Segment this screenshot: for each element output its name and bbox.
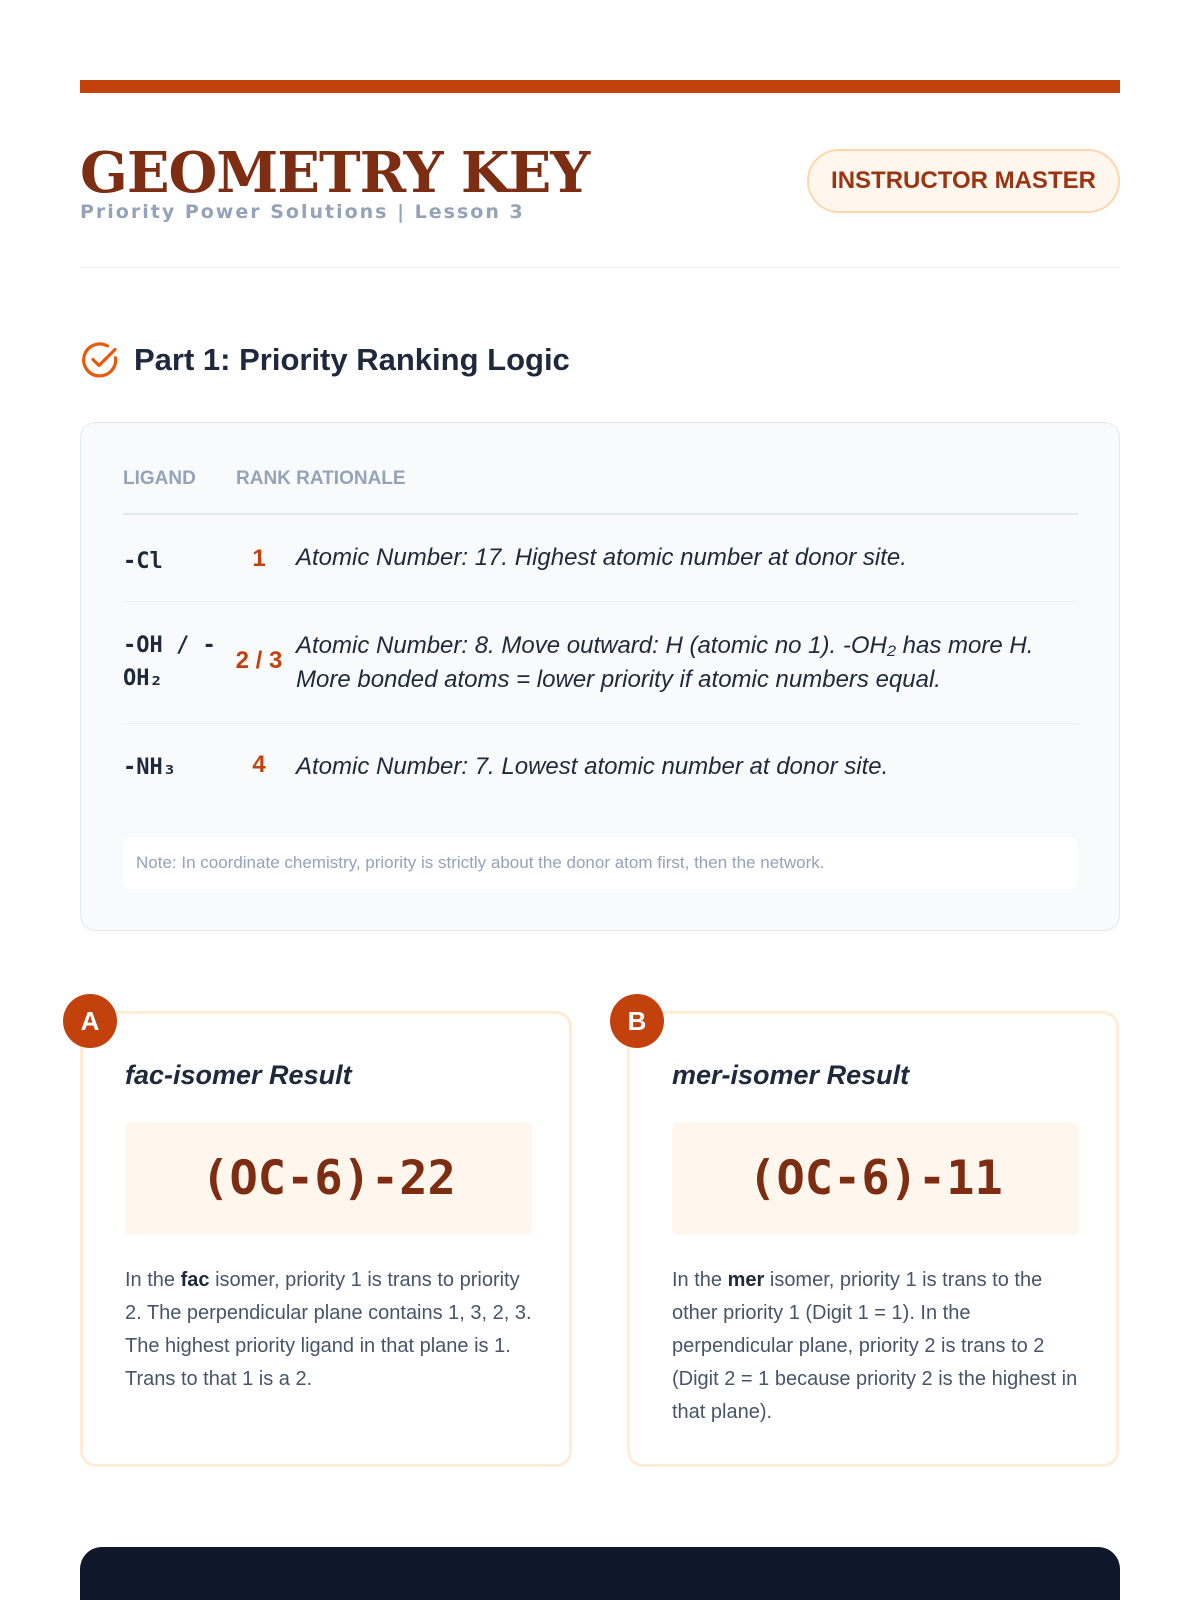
page-title: GEOMETRY KEY <box>80 140 590 206</box>
rationale-cell: Atomic Number: 17. Highest atomic number at donor site. <box>296 544 907 571</box>
rationale-cell: Atomic Number: 8. Move outward: H (atomic no 1). -OH₂ has more H. More bonded atoms = lower priority if atomic numbers equal. <box>296 632 1034 693</box>
text-emphasis: mer <box>727 1269 765 1291</box>
card-explanation <box>125 1264 535 1396</box>
accent-bar <box>80 80 1120 93</box>
ligand-cell: -NH₃ <box>123 755 176 780</box>
descriptor-code: (OC-6)-22 <box>125 1122 532 1235</box>
rationale-cell: Atomic Number: 7. Lowest atomic number at donor site. <box>296 753 889 780</box>
text-body: isomer, priority 1 is trans to priority 2. The perpendicular plane contains 1, 3, 2, 3. The highest priority ligand in that plane is 1. Trans to that 1 is a 2. <box>125 1269 532 1390</box>
priority-table-panel <box>80 422 1120 931</box>
card-tag-b: B <box>610 994 664 1048</box>
text-prefix: In the <box>125 1269 181 1291</box>
column-header-ligand: LIGAND <box>123 468 196 489</box>
header-divider <box>123 513 1078 515</box>
section-title: Part 1: Priority Ranking Logic <box>134 342 570 377</box>
page-subtitle: Priority Power Solutions | Lesson 3 <box>80 201 525 223</box>
rank-cell: 4 <box>252 751 266 778</box>
table-note: Note: In coordinate chemistry, priority is strictly about the donor atom first, then the network. <box>123 837 1078 889</box>
card-title: fac-isomer Result <box>125 1060 352 1090</box>
row-divider <box>123 601 1078 602</box>
column-header-rank-rationale: RANK RATIONALE <box>236 468 406 489</box>
descriptor-code: (OC-6)-11 <box>672 1122 1079 1235</box>
text-body: isomer, priority 1 is trans to the other priority 1 (Digit 1 = 1). In the perpendicular plane, priority 2 is trans to 2 (Digit 2 = 1 because priority 2 is the highest in that plane). <box>672 1269 1078 1423</box>
ligand-cell: -OH / -OH₂ <box>123 633 216 691</box>
rank-cell: 2 / 3 <box>235 647 283 674</box>
card-title: mer-isomer Result <box>672 1060 910 1090</box>
rank-cell: 1 <box>252 545 266 572</box>
card-tag-a: A <box>63 994 117 1048</box>
page-header <box>80 140 1120 268</box>
card-explanation <box>672 1264 1082 1429</box>
fac-isomer-card <box>80 1005 572 1467</box>
ligand-cell: -Cl <box>123 549 163 574</box>
check-circle-icon <box>80 340 120 380</box>
text-prefix: In the <box>672 1269 728 1291</box>
mer-isomer-card <box>627 1005 1119 1467</box>
instructor-badge: INSTRUCTOR MASTER <box>807 149 1120 213</box>
footer-panel <box>80 1547 1120 1600</box>
section-heading <box>80 336 570 384</box>
text-emphasis: fac <box>180 1269 210 1291</box>
row-divider <box>123 723 1078 724</box>
